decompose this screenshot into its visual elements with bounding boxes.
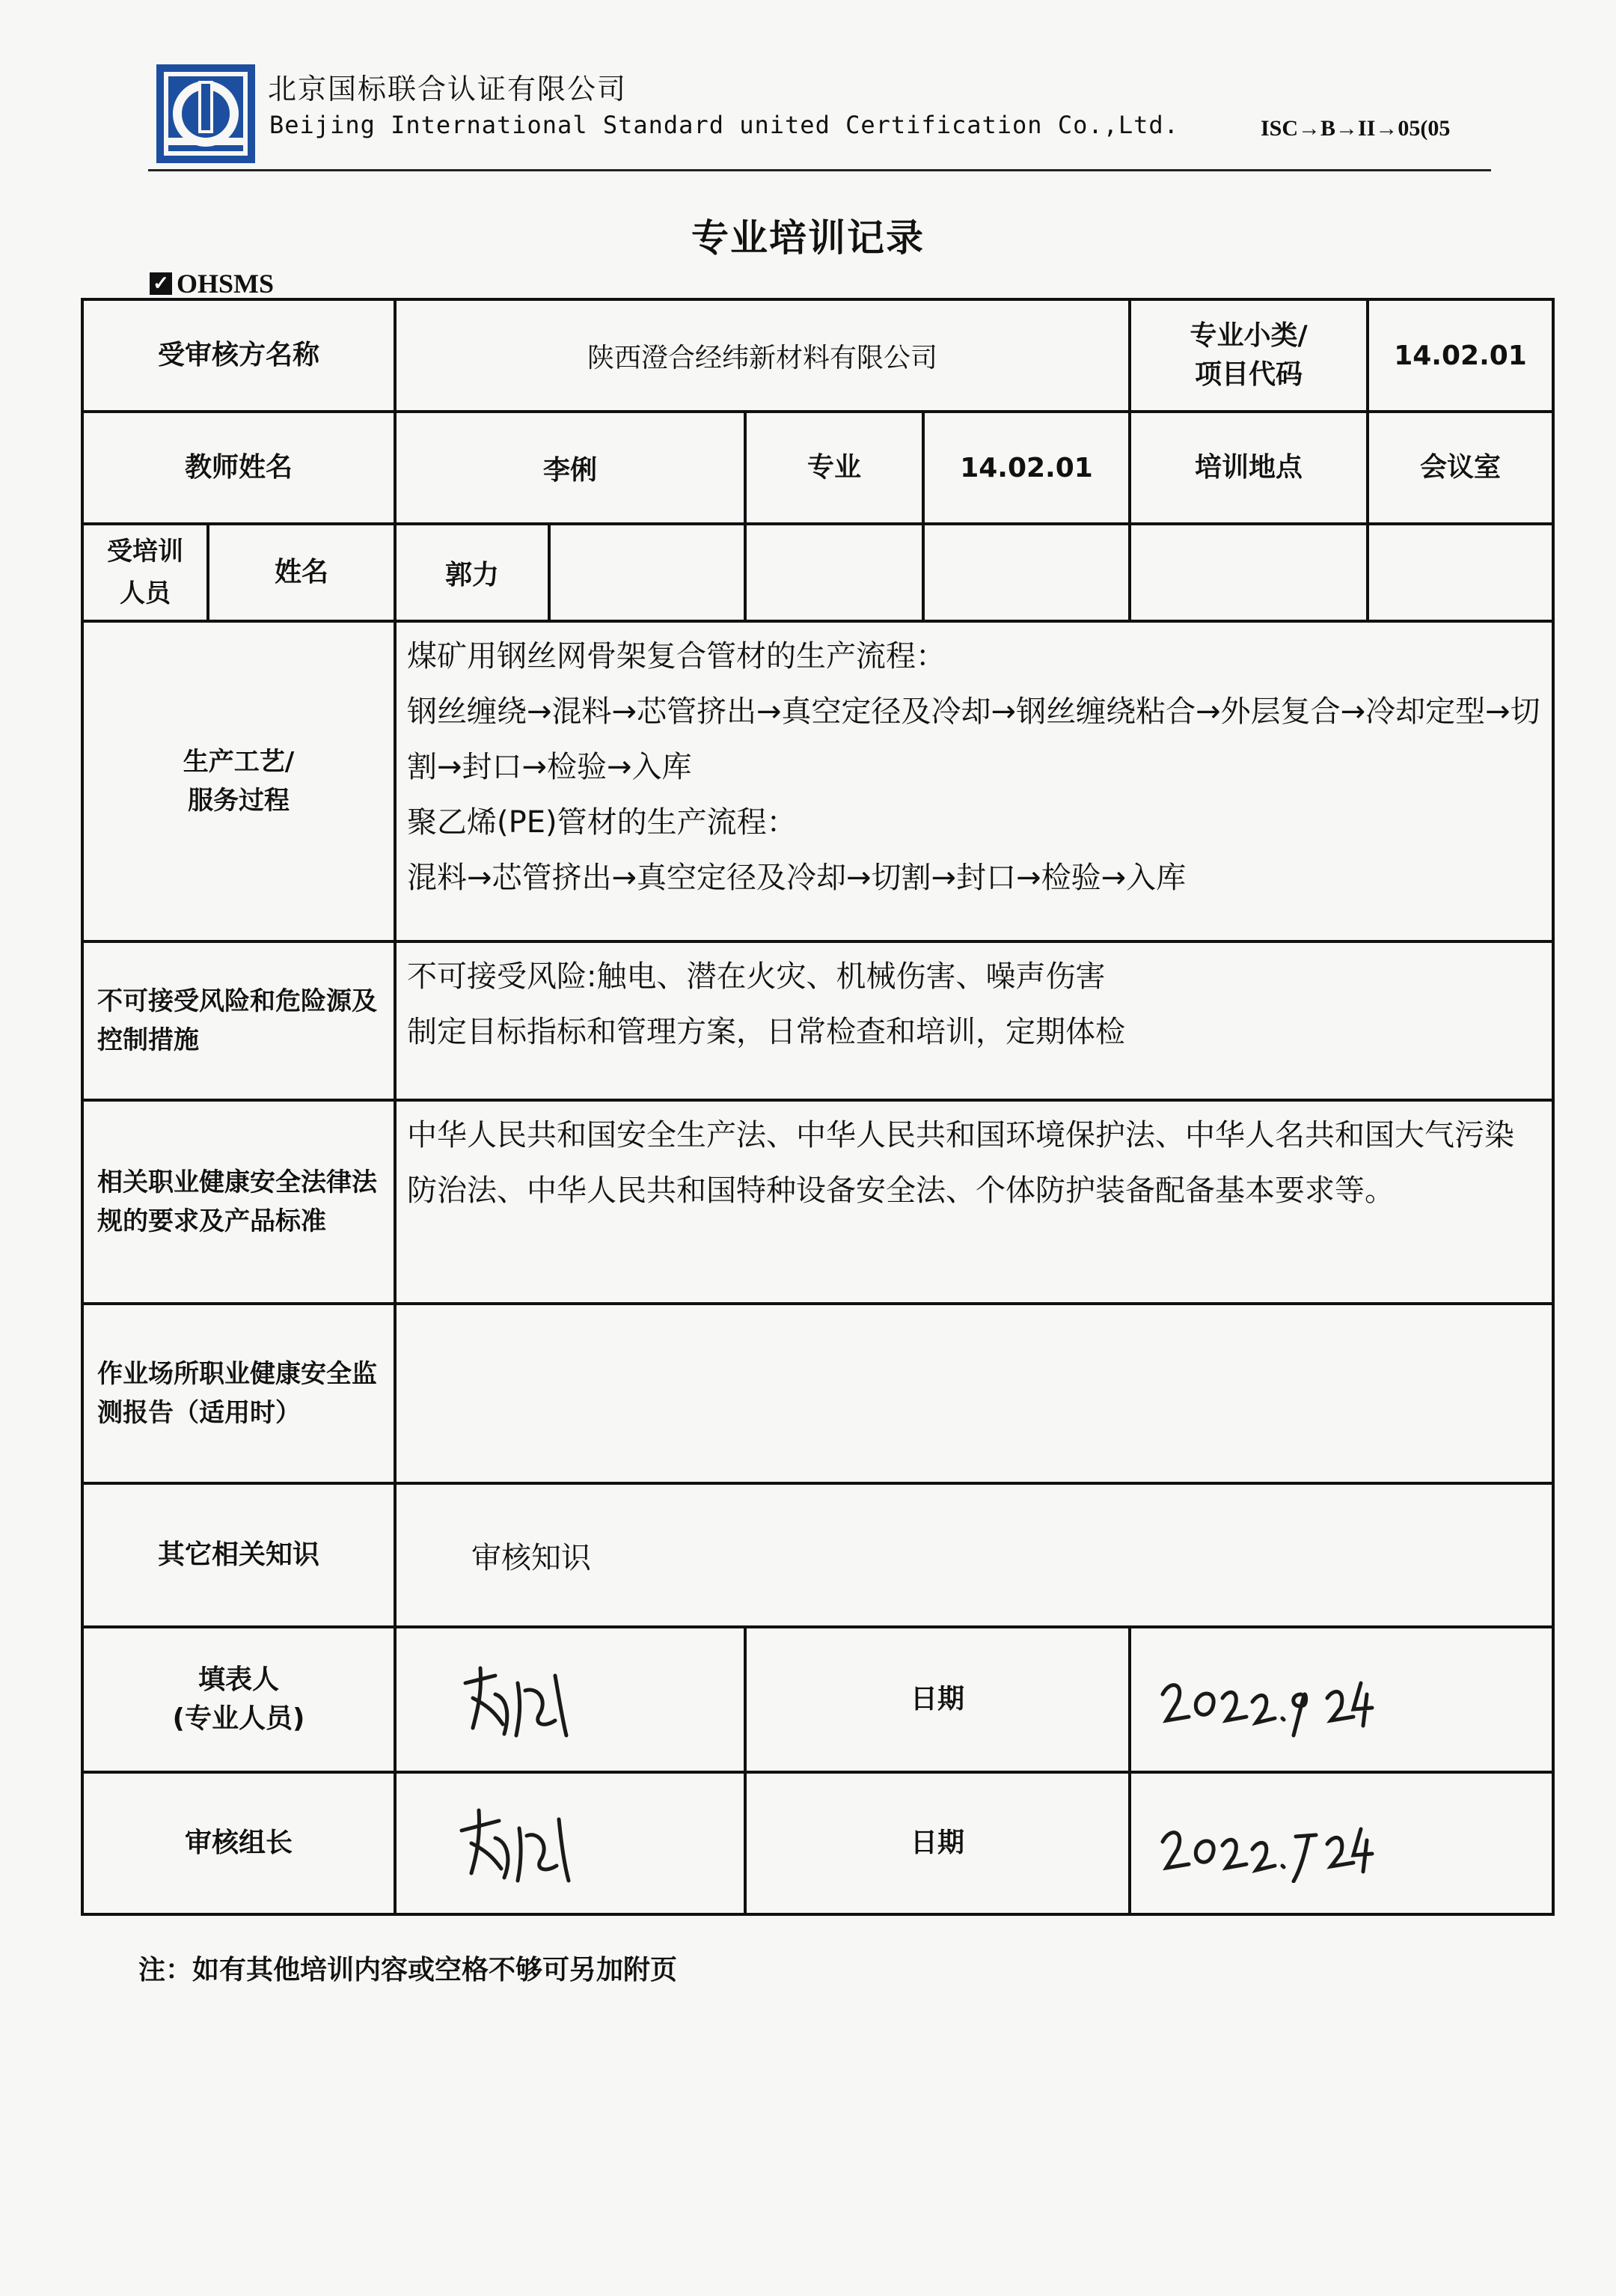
filler-signature xyxy=(395,1627,745,1772)
system-tag xyxy=(150,268,274,299)
page-title: 专业培训记录 xyxy=(691,216,925,260)
filler-date xyxy=(1130,1627,1553,1772)
other-content: 审核知识 xyxy=(395,1483,1553,1627)
footnote: 注：如有其他培训内容或空格不够可另加附页 xyxy=(138,1955,678,1985)
teacher-label: 教师姓名 xyxy=(82,412,395,524)
header-divider xyxy=(148,169,1491,171)
table-row xyxy=(82,299,1553,412)
leader-date xyxy=(1130,1772,1553,1914)
risk-line-1: 不可接受风险:触电、潜在火灾、机械伤害、噪声伤害 xyxy=(407,959,1106,994)
table-row xyxy=(82,1627,1553,1772)
trainee-label: 受培训 人员 xyxy=(82,524,208,621)
process-line-1: 煤矿用钢丝网骨架复合管材的生产流程： xyxy=(407,639,946,674)
company-name-cn: 北京国标联合认证有限公司 xyxy=(268,73,628,106)
filler-date-label: 日期 xyxy=(745,1627,1130,1772)
process-label: 生产工艺/ 服务过程 xyxy=(82,621,395,941)
trainee-name-label: 姓名 xyxy=(208,524,395,621)
company-name-en: Beijing International Standard united Certification Co.,Ltd. xyxy=(269,111,1179,139)
location-value: 会议室 xyxy=(1368,412,1553,524)
table-row xyxy=(82,941,1553,1100)
table-row xyxy=(82,1304,1553,1483)
handwritten-date-icon xyxy=(1155,1657,1380,1739)
leader-date-label: 日期 xyxy=(745,1772,1130,1914)
teacher-value: 李俐 xyxy=(395,412,745,524)
risk-label: 不可接受风险和危险源及控制措施 xyxy=(82,941,395,1100)
table-row xyxy=(82,1100,1553,1304)
law-label: 相关职业健康安全法律法规的要求及产品标准 xyxy=(82,1100,395,1304)
system-tag-label: OHSMS xyxy=(177,269,275,299)
leader-label: 审核组长 xyxy=(82,1772,395,1914)
monitor-content xyxy=(395,1304,1553,1483)
trainee-cell-4 xyxy=(923,524,1130,621)
table-row xyxy=(82,621,1553,941)
trainee-cell-1: 郭力 xyxy=(395,524,549,621)
process-line-4: 混料→芯管挤出→真空定径及冷却→切割→封口→检验→入库 xyxy=(407,861,1187,895)
category-label: 专业小类/ 项目代码 xyxy=(1130,299,1368,412)
process-line-2: 钢丝缠绕→混料→芯管挤出→真空定径及冷却→钢丝缠绕粘合→外层复合→冷却定型→切割→封口→检验→入库 xyxy=(407,694,1540,784)
trainee-cell-2 xyxy=(549,524,745,621)
table-row xyxy=(82,524,1553,621)
specialty-label: 专业 xyxy=(745,412,923,524)
risk-line-2: 制定目标指标和管理方案，日常检查和培训，定期体检 xyxy=(407,1015,1126,1049)
risk-content xyxy=(395,941,1553,1100)
document-code: ISC→B→II→05(05 xyxy=(1261,116,1451,141)
process-line-3: 聚乙烯(PE)管材的生产流程： xyxy=(407,805,797,840)
trainee-cell-5 xyxy=(1130,524,1368,621)
auditee-label: 受审核方名称 xyxy=(82,299,395,412)
process-content xyxy=(395,621,1553,941)
location-label: 培训地点 xyxy=(1130,412,1368,524)
monitor-label: 作业场所职业健康安全监测报告（适用时） xyxy=(82,1304,395,1483)
handwritten-signature-icon xyxy=(450,1797,585,1887)
trainee-cell-3 xyxy=(745,524,923,621)
table-row xyxy=(82,1483,1553,1627)
training-record-table xyxy=(81,298,1555,1916)
trainee-cell-6 xyxy=(1368,524,1553,621)
company-logo-icon xyxy=(153,61,258,166)
table-row xyxy=(82,412,1553,524)
specialty-value: 14.02.01 xyxy=(923,412,1130,524)
category-value: 14.02.01 xyxy=(1368,299,1553,412)
handwritten-signature-icon xyxy=(450,1653,585,1743)
checked-box-icon: ✓ xyxy=(150,272,172,295)
other-label: 其它相关知识 xyxy=(82,1483,395,1627)
table-row xyxy=(82,1772,1553,1914)
law-content: 中华人民共和国安全生产法、中华人民共和国环境保护法、中华人名共和国大气污染防治法、中华人民共和国特种设备安全法、个体防护装备配备基本要求等。 xyxy=(395,1100,1553,1304)
handwritten-date-icon xyxy=(1155,1801,1380,1883)
leader-signature xyxy=(395,1772,745,1914)
filler-label: 填表人 (专业人员) xyxy=(82,1627,395,1772)
auditee-value: 陕西澄合经纬新材料有限公司 xyxy=(395,299,1130,412)
